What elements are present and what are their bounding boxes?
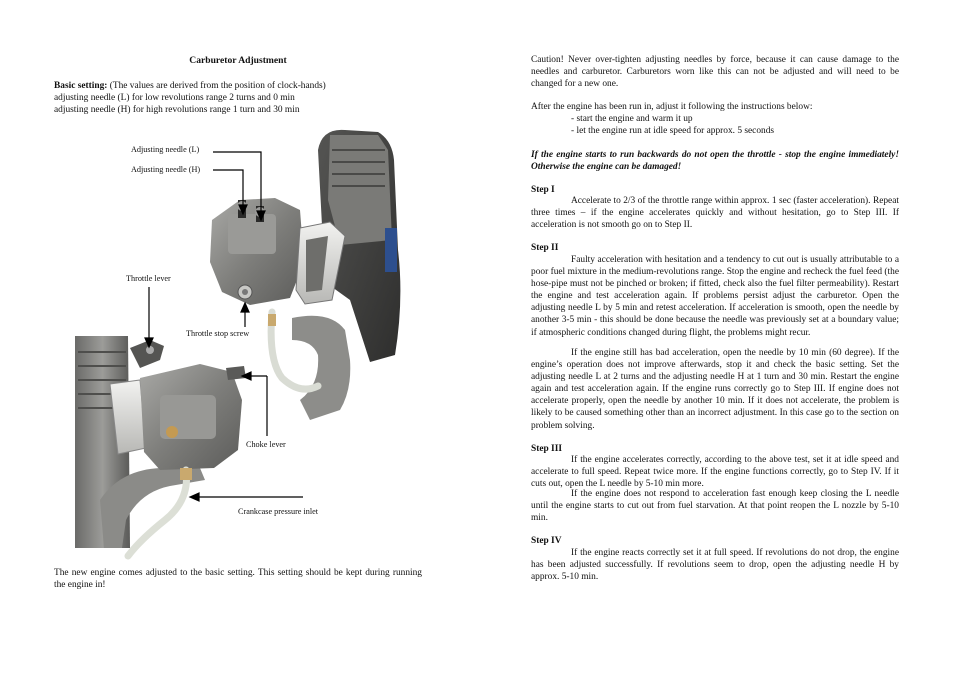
intro-paragraph: After the engine has been run in, adjust it following the instructions below: xyxy=(531,102,813,112)
step4-text: If the engine reacts correctly set it at full speed. If revolutions do not drop, the engine has been adjusted successfully. If revolutions seem to drop, open the adjusting needle H by approx. 5-10 min. xyxy=(531,548,899,583)
needle-l-setting: adjusting needle (L) for low revolutions range 2 turns and 0 min xyxy=(54,93,295,103)
step4-title: Step IV xyxy=(531,536,562,546)
page-title: Carburetor Adjustment xyxy=(189,55,287,66)
label-adjusting-needle-l: Adjusting needle (L) xyxy=(131,145,200,154)
run-in-note: The new engine comes adjusted to the basic setting. This setting should be kept during running the engine in! xyxy=(54,568,422,591)
step2-paragraph-2: If the engine still has bad acceleration, open the needle by 10 min (60 degree). If the engine’s operation does not improve afterwards, stop it and check the basic setting. Set the adjusting needle L at 2 turns and the adjusting needle H at 1 turn and 30 min. Restart the engine again and test acceleration again. If the engine runs correctly go to Step III. If engine does not accelerate properly, open the needle by another 10 min. If it does not accelerate, the problem is likely to be caused something other than an incorrect adjustment. In this case go to the section on problem solving. xyxy=(531,348,899,431)
step1-text: Accelerate to 2/3 of the throttle range within approx. 1 sec (faster acceleration). Repeat three times – if the engine accelerates quickly and without hesitation, go to Step III. If acceleration is not smooth go on to Step II. xyxy=(531,196,899,231)
upper-engine-image xyxy=(210,130,400,420)
step3-paragraph-2: If the engine does not respond to acceleration fast enough keep closing the L needle until the engine starts to cut out from fuel starvation. At that point reopen the L nozzle by 5-10 min. xyxy=(531,489,899,524)
step3-title: Step III xyxy=(531,444,562,454)
label-throttle-lever: Throttle lever xyxy=(126,274,171,283)
needle-h-setting: adjusting needle (H) for high revolutions range 1 turn and 30 min xyxy=(54,105,300,115)
instruction-bullet-2: - let the engine run at idle speed for approx. 5 seconds xyxy=(571,126,775,136)
label-throttle-stop-screw: Throttle stop screw xyxy=(186,329,250,338)
step3-paragraph-1: If the engine accelerates correctly, according to the above test, set it at idle speed and accelerate to full speed. Repeat twice more. If the engine functions correctly, go to Step IV. If it cuts out, open the L needle by 5-10 min more. xyxy=(531,455,899,490)
step2-paragraph-1: Faulty acceleration with hesitation and a tendency to cut out is usually attributable to a poor fuel mixture in the medium-revolutions range. Stop the engine and recheck the fuel feed (the hose-pipe must not be pinched or broken; if fitted, check also the fuel filter permeability). Restart the engine and test acceleration again. If problems persist adjust the carburetor. Open the adjusting needle L by 5 min and retest acceleration. If acceleration is smooth, open the needle by another 3-5 min - this should be done because the needle was previously set at a boundary value; if atmospheric conditions changed during flight, the problems might recur. xyxy=(531,255,899,338)
basic-setting-note: (The values are derived from the position of clock-hands) xyxy=(107,81,326,91)
label-choke-lever: Choke lever xyxy=(246,440,286,449)
basic-setting-label: Basic setting: xyxy=(54,81,108,91)
instruction-bullet-1: - start the engine and warm it up xyxy=(571,114,693,124)
label-crankcase-pressure-inlet: Crankcase pressure inlet xyxy=(238,507,319,516)
step2-title: Step II xyxy=(531,243,559,253)
caution-paragraph: Caution! Never over-tighten adjusting needles by force, because it can cause damage to the needles and carburetor. Carburetors worn like this can not be adjusted and will need to be changed for a new one. xyxy=(531,55,899,90)
label-adjusting-needle-h: Adjusting needle (H) xyxy=(131,165,201,174)
basic-setting-line xyxy=(54,80,426,92)
step1-title: Step I xyxy=(531,185,555,195)
lower-carburetor-image xyxy=(75,336,246,556)
backwards-warning: If the engine starts to run backwards do not open the throttle - stop the engine immediately! Otherwise the engine can be damaged! xyxy=(531,150,899,173)
